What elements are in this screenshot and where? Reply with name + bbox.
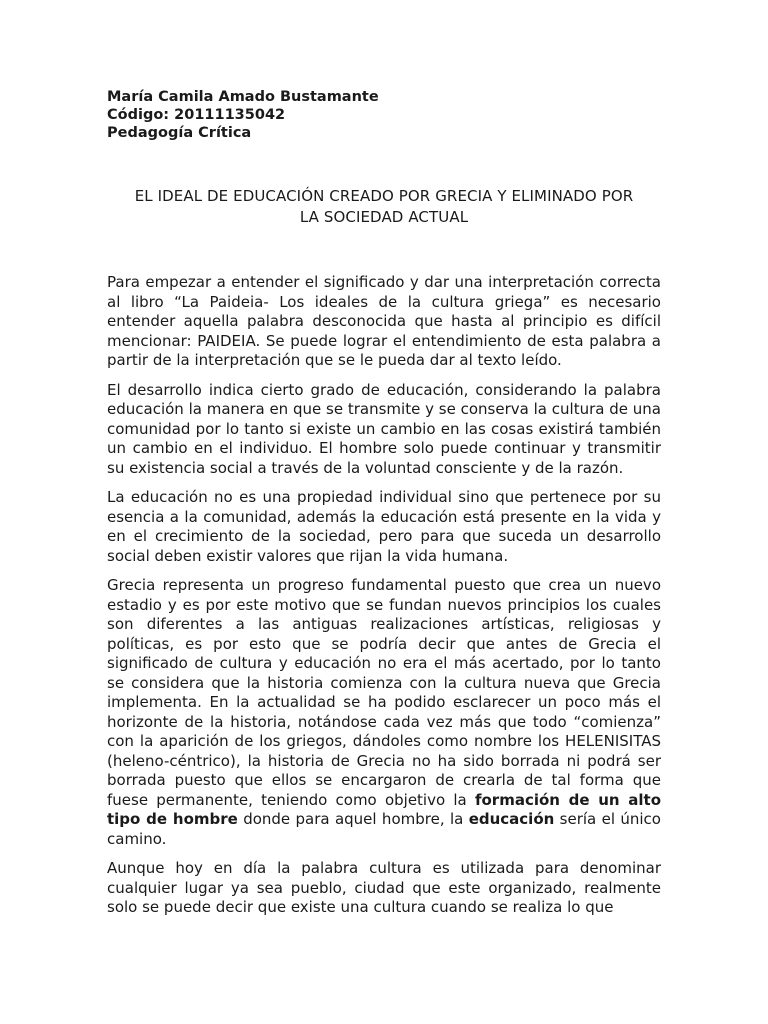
paragraph-3: La educación no es una propiedad individual sino que pertenece por su esencia a la comunidad, además la educación está presente en la vida y en el crecimiento de la sociedad, pero para que suceda un desarrollo social deben existir valores que rijan la vida humana. bbox=[107, 488, 661, 565]
document-page bbox=[107, 88, 661, 928]
author-header bbox=[107, 88, 661, 142]
student-code: Código: 20111135042 bbox=[107, 107, 286, 123]
paragraph-4-text-3: sería el único camino. bbox=[107, 810, 661, 848]
paragraph-4-text-2: donde para aquel hombre, la bbox=[237, 810, 469, 828]
document-title bbox=[107, 186, 661, 228]
author-name: María Camila Amado Bustamante bbox=[107, 89, 379, 105]
paragraph-4-emphasis-2: educación bbox=[468, 810, 555, 828]
title-line-1: EL IDEAL DE EDUCACIÓN CREADO POR GRECIA Y ELIMINADO POR bbox=[134, 187, 634, 205]
paragraph-4-text-1: Grecia representa un progreso fundamental puesto que crea un nuevo estadio y es por este motivo que se fundan nuevos principios los cuales son diferentes a las antiguas realizaciones artísticas, religiosas y políticas, es por esto que se podría decir que antes de Grecia el significado de cultura y educación no era el más acertado, por lo tanto se considera que la historia comienza con la cultura nueva que Grecia implementa. En la actualidad se ha podido esclarecer un poco más el horizonte de la historia, notándose cada vez más que todo “comienza” con la aparición de los griegos, dándoles como nombre los HELENISITAS (heleno-céntrico), la historia de Grecia no ha sido borrada ni podrá ser borrada puesto que ellos se encargaron de crearla de tal forma que fuese permanente, teniendo como objetivo la bbox=[107, 576, 661, 809]
paragraph-4 bbox=[107, 576, 661, 849]
paragraph-5: Aunque hoy en día la palabra cultura es utilizada para denominar cualquier lugar ya sea pueblo, ciudad que este organizado, realmente solo se puede decir que existe una cultura cuando se realiza lo que bbox=[107, 859, 661, 916]
course-name: Pedagogía Crítica bbox=[107, 125, 252, 141]
paragraph-1: Para empezar a entender el significado y dar una interpretación correcta al libro “La Paideia- Los ideales de la cultura griega” es necesario entender aquella palabra desconocida que hasta al principio es difícil mencionar: PAIDEIA. Se puede lograr el entendimiento de esta palabra a partir de la interpretación que se le pueda dar al texto leído. bbox=[107, 273, 661, 369]
document-body bbox=[107, 273, 661, 918]
paragraph-4-emphasis-1: formación de un alto tipo de hombre bbox=[107, 790, 662, 828]
title-line-2: LA SOCIEDAD ACTUAL bbox=[299, 208, 469, 226]
paragraph-2: El desarrollo indica cierto grado de educación, considerando la palabra educación la manera en que se transmite y se conserva la cultura de una comunidad por lo tanto si existe un cambio en las cosas existirá también un cambio en el individuo. El hombre solo puede continuar y transmitir su existencia social a través de la voluntad consciente y de la razón. bbox=[107, 380, 661, 477]
